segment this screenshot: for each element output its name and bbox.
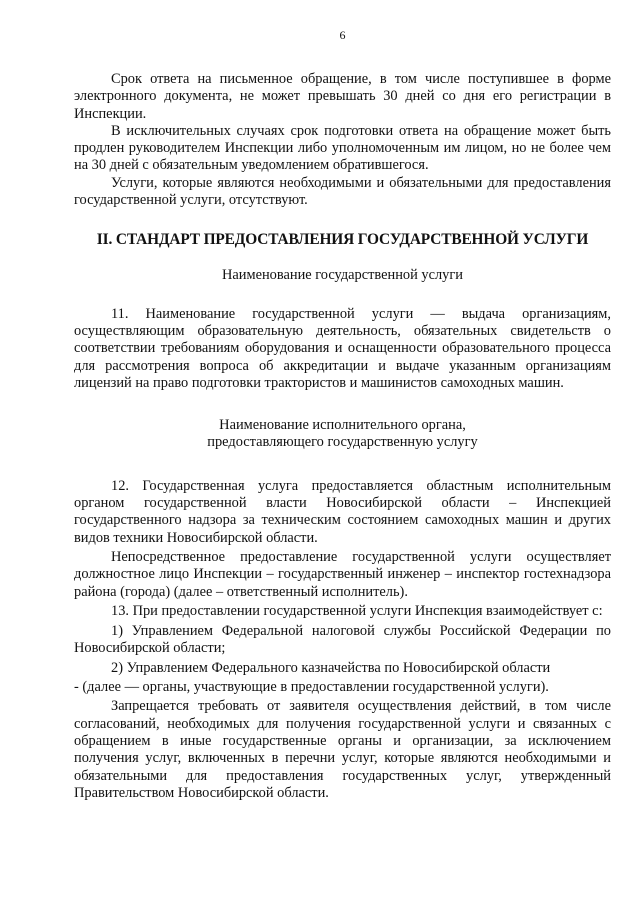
paragraph-response-deadline: Срок ответа на письменное обращение, в том числе поступившее в форме электронного документа, не может превышать 30 дней со дня его регистрации в Инспекции. [74,71,611,122]
list-item-1: 1) Управлением Федеральной налоговой службы Российской Федерации по Новосибирской области; [74,623,611,657]
subheading-service-name: Наименование государственной услуги [222,267,463,284]
paragraph-11: 11. Наименование государственной услуги — выдача организациям, осуществляющим образовательную деятельность, обязательных свидетельств о соответствии требованиям оборудования и оснащенности образовательного процесса для рассмотрения вопроса об аккредитации и выдаче указанным организациям лицензий на право подготовки трактористов и машинистов самоходных машин. [74,305,611,391]
paragraph-12: 12. Государственная услуга предоставляется областным исполнительным органом государственной власти Новосибирской области – Инспекцией государственного надзора за техническим состоянием самоходных машин и других видов техники Новосибирской области. [74,477,611,546]
paragraph-required-services: Услуги, которые являются необходимыми и обязательными для предоставления государственной услуги, отсутствуют. [74,174,611,209]
section-title: II. СТАНДАРТ ПРЕДОСТАВЛЕНИЯ ГОСУДАРСТВЕННОЙ УСЛУГИ [96,231,589,249]
paragraph-prohibition: Запрещается требовать от заявителя осуществления действий, в том числе согласований, необходимых для получения государственной услуги и связанных с обращением в иные государственные органы и организации, за исключением получения услуг, включенных в перечни услуг, которые являются необходимыми и обязательными для предоставления государственных услуг, утвержденный Правительством Новосибирской области. [74,698,611,801]
paragraph-13: 13. При предоставлении государственной услуги Инспекция взаимодействует с: [111,602,603,619]
page-number: 6 [339,28,346,42]
subheading-authority-line-2: предоставляющего государственную услугу [207,434,478,451]
list-item-2: 2) Управлением Федерального казначейства по Новосибирской области [111,659,551,676]
list-item-2-continuation: - (далее — органы, участвующие в предоставлении государственной услуги). [74,679,549,696]
paragraph-deadline-extension: В исключительных случаях срок подготовки ответа на обращение может быть продлен руководителем Инспекции либо уполномоченным им лицом, но не более чем на 30 дней с обязательным уведомлением обратившегося. [74,122,611,174]
subheading-authority-line-1: Наименование исполнительного органа, [219,417,466,434]
subheading-authority [74,417,611,452]
paragraph-direct-provision: Непосредственное предоставление государственной услуги осуществляет должностное лицо Инспекции – государственный инженер – инспектор гостехнадзора района (города) (далее – ответственный исполнитель). [74,548,611,600]
document-page [74,28,611,802]
